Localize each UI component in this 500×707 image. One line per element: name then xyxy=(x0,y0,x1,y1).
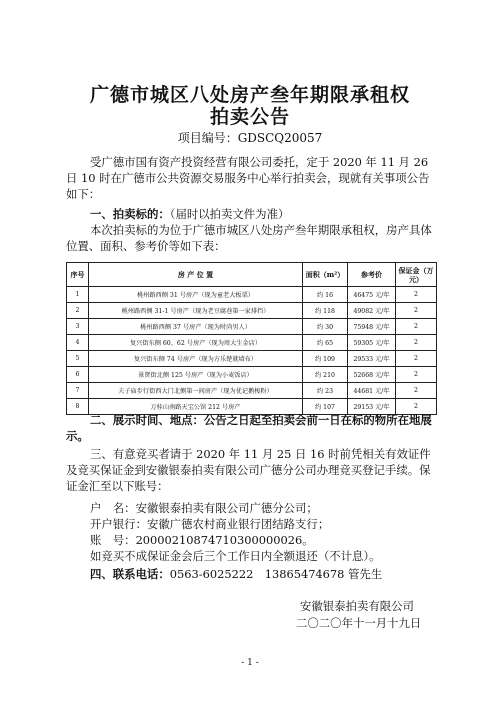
cell-area: 约 109 xyxy=(303,351,348,367)
header-area: 面积（m²） xyxy=(303,263,348,287)
section-2-text: 公告之日起至拍卖会前一日在标的物所在地展示。 xyxy=(66,413,432,443)
cell-ref-price: 29153 元/年 xyxy=(348,399,396,415)
section-4 xyxy=(66,566,436,582)
section-2-heading: 二、展示时间、地点： xyxy=(90,413,204,427)
cell-ref-price: 29533 元/年 xyxy=(348,351,396,367)
account-number: 账 号：20000210874710300000026。 xyxy=(90,533,314,547)
section-3-text: 三、有意竞买者请于 2020 年 11 月 25 日 16 时前凭相关有效证件及竞买保证金到安徽银泰拍卖有限公司广德分公司办理竞买登记手续。保证金汇至以下账号： xyxy=(66,447,431,493)
table-row xyxy=(67,335,437,351)
refund-note: 如竞买不成保证金会后三个工作日内全额退还（不计息）。 xyxy=(90,549,381,563)
cell-deposit: 2 xyxy=(396,367,437,383)
section-1-note: （届时以拍卖文件为准） xyxy=(169,207,290,221)
cell-area: 约 30 xyxy=(303,319,348,335)
signature-company: 安徽银泰拍卖有限公司 xyxy=(300,599,414,613)
cell-index: 6 xyxy=(67,367,89,383)
cell-location: 桃州路西侧 31-1 号房产（现为老豆腐巷第一家排挡） xyxy=(89,303,303,319)
cell-location: 复兴街东侧 74 号房产（现为方乐楚就墙布） xyxy=(89,351,303,367)
cell-index: 4 xyxy=(67,335,89,351)
signature-date: 二〇二〇年十一月十九日 xyxy=(296,616,422,630)
header-index: 序号 xyxy=(67,263,89,287)
cell-location: 复兴街东侧 60、62 号房产（现为周大生金店） xyxy=(89,335,303,351)
cell-area: 约 65 xyxy=(303,335,348,351)
table-row xyxy=(67,319,437,335)
section-2 xyxy=(66,412,436,444)
cell-deposit: 2 xyxy=(396,383,437,399)
table-row xyxy=(67,367,437,383)
table-row xyxy=(67,351,437,367)
contact-phone: 0563-6025222 13865474678 管先生 xyxy=(169,567,383,581)
header-deposit: 保证金（万元） xyxy=(396,263,437,287)
cell-ref-price: 52668 元/年 xyxy=(348,367,396,383)
cell-ref-price: 46475 元/年 xyxy=(348,287,396,303)
table-row xyxy=(67,287,437,303)
intro-paragraph: 受广德市国有资产投资经营有限公司委托，定于 2020 年 11 月 26 日 10 时在广德市公共资源交易服务中心举行拍卖会，现就有关事项公告如下： xyxy=(66,155,430,201)
account-name: 户 名：安徽银泰拍卖有限公司广德分公司； xyxy=(90,501,318,515)
account-bank: 开户银行：安徽广德农村商业银行团结路支行； xyxy=(90,517,330,531)
cell-location: 桃州路西侧 37 号房产（现为时尚男人） xyxy=(89,319,303,335)
section-4-heading: 四、联系电话： xyxy=(90,567,170,581)
cell-area: 约 16 xyxy=(303,287,348,303)
cell-deposit: 2 xyxy=(396,319,437,335)
cell-ref-price: 44681 元/年 xyxy=(348,383,396,399)
table-row xyxy=(67,303,437,319)
cell-deposit: 2 xyxy=(396,287,437,303)
title-line-1: 广德市城区八处房产叁年期限承租权 xyxy=(89,84,410,106)
cell-index: 2 xyxy=(67,303,89,319)
cell-ref-price: 49082 元/年 xyxy=(348,303,396,319)
header-location: 房 产 位 置 xyxy=(89,263,303,287)
cell-deposit: 2 xyxy=(396,303,437,319)
section-1-heading: 一、拍卖标的： xyxy=(90,207,170,221)
cell-location: 夫子庙步行街西大门北侧第一间房产（现为优记鹅梭粉） xyxy=(89,383,303,399)
cell-location: 景贤街北侧 125 号房产（现为小麦饭店） xyxy=(89,367,303,383)
section-1 xyxy=(66,206,436,222)
cell-location: 桃州路西侧 31 号房产（现为童老大板栗） xyxy=(89,287,303,303)
page-number: - 1 - xyxy=(241,658,259,668)
header-ref-price: 参考价 xyxy=(348,263,396,287)
cell-index: 1 xyxy=(67,287,89,303)
cell-index: 3 xyxy=(67,319,89,335)
cell-deposit: 2 xyxy=(396,399,437,415)
table-row xyxy=(67,383,437,399)
cell-ref-price: 59305 元/年 xyxy=(348,335,396,351)
cell-deposit: 2 xyxy=(396,351,437,367)
project-number: 项目编号：GDSCQ20057 xyxy=(177,131,323,145)
cell-index: 7 xyxy=(67,383,89,399)
cell-deposit: 2 xyxy=(396,335,437,351)
table-header-row xyxy=(67,263,437,287)
title-line-2: 拍卖公告 xyxy=(209,106,290,128)
cell-index: 5 xyxy=(67,351,89,367)
cell-area: 约 23 xyxy=(303,383,348,399)
cell-location: 万桂山南路天宝公馆 212 号房产 xyxy=(89,399,303,415)
section-1-text: 本次拍卖标的为位于广德市城区八处房产叁年期限承租权，房产具体位置、面积、参考价等如下表： xyxy=(66,223,432,253)
cell-area: 约 210 xyxy=(303,367,348,383)
cell-area: 约 118 xyxy=(303,303,348,319)
cell-ref-price: 75948 元/年 xyxy=(348,319,396,335)
cell-area: 约 107 xyxy=(303,399,348,415)
property-table xyxy=(66,262,437,415)
cell-index: 8 xyxy=(67,399,89,415)
